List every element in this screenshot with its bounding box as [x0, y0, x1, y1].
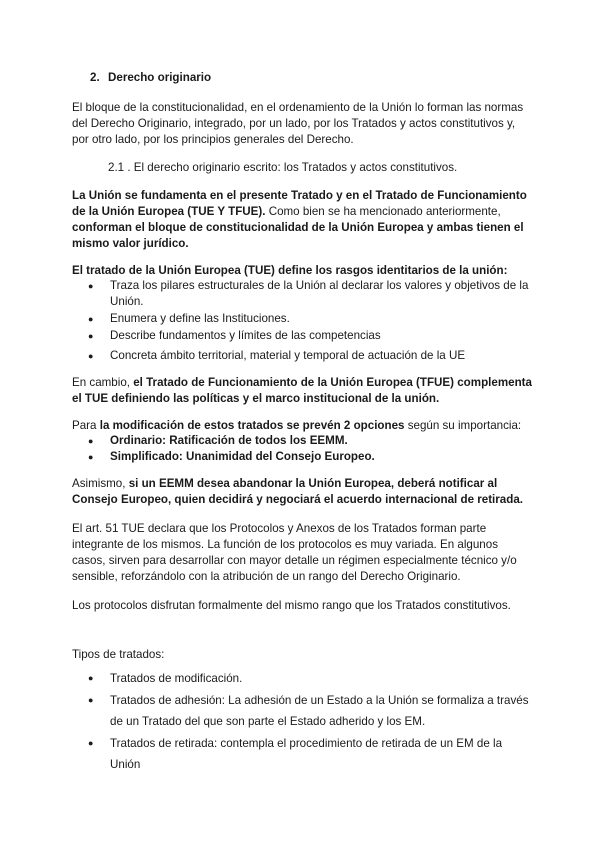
modificacion-bold: la modificación de estos tratados se prevén 2 opciones: [99, 419, 405, 432]
intro-paragraph: El bloque de la constitucionalidad, en el ordenamiento de la Unión lo forman las normas del Derecho Originario, integrado, por un lado, por los Tratados y actos constitutivos y, por otro lado, por los principios generales del Derecho.: [72, 101, 524, 146]
protocolos-paragraph: Los protocolos disfrutan formalmente del mismo rango que los Tratados constitutivos.: [72, 599, 511, 612]
modificacion-list: [72, 433, 532, 465]
tipos-list: [72, 668, 532, 776]
tue-item: ● Describe fundamentos y límites de las competencias: [72, 328, 532, 344]
modificacion-item: ● Simplificado: Unanimidad del Consejo Europeo.: [72, 449, 532, 465]
tratados-paragraph: [72, 188, 532, 252]
tratados-bold-1: La Unión se fundamenta en el presente Tratado y en el Tratado de Funcionamiento de la Unión Europea (TUE Y TFUE).: [72, 189, 527, 218]
tipos-heading: Tipos de tratados:: [72, 648, 165, 661]
tipos-item: ● Tratados de adhesión: La adhesión de un Estado a la Unión se formaliza a través de un Tratado del que son parte el Estado adherido y los EM.: [72, 690, 532, 732]
tratados-text-1: Como bien se ha mencionado anteriormente,: [265, 205, 501, 218]
section-title-text: Derecho originario: [108, 71, 212, 84]
retirada-paragraph: [72, 476, 532, 508]
tue-item: ● Enumera y define las Instituciones.: [72, 311, 532, 327]
tratados-bold-2: conforman el bloque de constitucionalidad de la Unión Europea y ambas tienen el mismo valor jurídico.: [72, 221, 524, 250]
tue-item: ● Concreta ámbito territorial, material y temporal de actuación de la UE: [72, 348, 532, 364]
tue-heading: [72, 263, 532, 279]
tfue-text: En cambio,: [72, 376, 134, 389]
section-number: 2.: [90, 71, 100, 84]
tfue-paragraph: [72, 375, 532, 407]
modificacion-text-1: Para: [72, 419, 100, 432]
modificacion-item: ● Ordinario: Ratificación de todos los EEMM.: [72, 433, 532, 449]
retirada-text: Asimismo,: [72, 477, 129, 490]
modificacion-text-2: según su importancia:: [404, 419, 522, 432]
tue-heading-text: El tratado de la Unión Europea (TUE) define los rasgos identitarios de la unión:: [72, 264, 508, 277]
tue-item: ● Traza los pilares estructurales de la Unión al declarar los valores y objetivos de la Unión.: [72, 278, 532, 310]
tue-list: [72, 278, 532, 365]
tipos-item: ● Tratados de modificación.: [72, 668, 532, 689]
section-title: [90, 70, 550, 86]
modificacion-paragraph: [72, 418, 532, 434]
tfue-bold: el Tratado de Funcionamiento de la Unión Europea (TFUE) complementa el TUE definiendo las políticas y el marco institucional de la unión.: [72, 376, 532, 405]
subsection-heading: 2.1 . El derecho originario escrito: los Tratados y actos constitutivos.: [108, 161, 458, 174]
art51-paragraph: El art. 51 TUE declara que los Protocolos y Anexos de los Tratados forman parte integrante de los mismos. La función de los protocolos es muy variada. En algunos casos, sirven para desarrollar con mayor detalle un régimen especialmente técnico y/o sensible, reforzándolo con la atribución de un rango del Derecho Originario.: [72, 522, 517, 583]
tipos-item: ● Tratados de retirada: contempla el procedimiento de retirada de un EM de la Unión: [72, 733, 532, 775]
retirada-bold: si un EEMM desea abandonar la Unión Europea, deberá notificar al Consejo Europeo, quien decidirá y negociará el acuerdo internacional de retirada.: [72, 477, 523, 506]
